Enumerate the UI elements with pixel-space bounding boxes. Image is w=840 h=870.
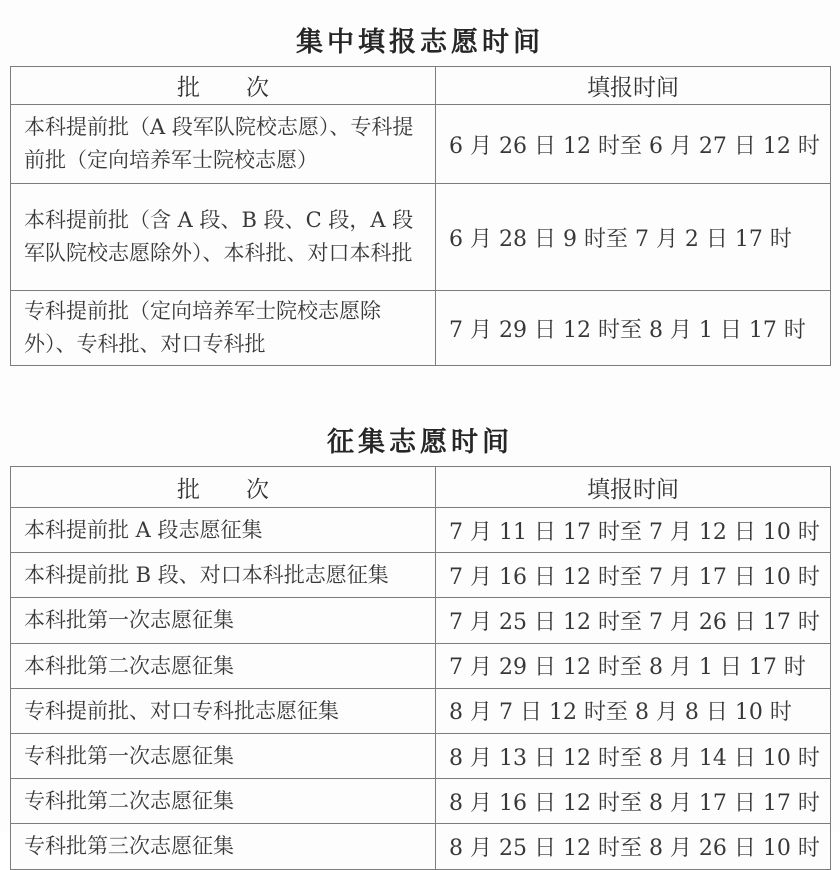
table-row <box>11 688 831 733</box>
supplementary-filing-table <box>10 466 831 870</box>
batch-cell: 专科提前批（定向培养军士院校志愿除外）、专科批、对口专科批 <box>11 291 436 366</box>
time-cell: 7 月 29 日 12 时至 8 月 1 日 17 时 <box>436 643 831 688</box>
time-cell: 8 月 7 日 12 时至 8 月 8 日 10 时 <box>436 688 831 733</box>
batch-cell: 本科批第二次志愿征集 <box>11 643 436 688</box>
batch-cell: 本科提前批 A 段志愿征集 <box>11 508 436 553</box>
time-cell: 8 月 16 日 12 时至 8 月 17 日 17 时 <box>436 779 831 824</box>
batch-cell: 专科提前批、对口专科批志愿征集 <box>11 688 436 733</box>
time-cell: 7 月 16 日 12 时至 7 月 17 日 10 时 <box>436 553 831 598</box>
batch-cell: 本科提前批（含 A 段、B 段、C 段，A 段军队院校志愿除外）、本科批、对口本科批 <box>11 184 436 291</box>
time-cell: 7 月 11 日 17 时至 7 月 12 日 10 时 <box>436 508 831 553</box>
batch-cell: 专科批第二次志愿征集 <box>11 779 436 824</box>
batch-cell: 本科提前批 B 段、对口本科批志愿征集 <box>11 553 436 598</box>
time-column-header: 填报时间 <box>436 467 831 508</box>
table-row <box>11 508 831 553</box>
batch-column-header: 批 次 <box>11 467 436 508</box>
batch-cell: 专科批第三次志愿征集 <box>11 824 436 869</box>
time-cell: 6 月 26 日 12 时至 6 月 27 日 12 时 <box>436 105 831 184</box>
table-row <box>11 598 831 643</box>
centralized-filing-title: 集中填报志愿时间 <box>296 27 544 58</box>
table-row <box>11 733 831 778</box>
table-row <box>11 824 831 869</box>
time-cell: 7 月 29 日 12 时至 8 月 1 日 17 时 <box>436 291 831 366</box>
time-cell: 6 月 28 日 9 时至 7 月 2 日 17 时 <box>436 184 831 291</box>
table-row <box>11 184 831 291</box>
table-row <box>11 553 831 598</box>
batch-cell: 专科批第一次志愿征集 <box>11 733 436 778</box>
time-cell: 8 月 13 日 12 时至 8 月 14 日 10 时 <box>436 733 831 778</box>
time-column-header: 填报时间 <box>436 67 831 105</box>
time-cell: 8 月 25 日 12 时至 8 月 26 日 10 时 <box>436 824 831 869</box>
time-cell: 7 月 25 日 12 时至 7 月 26 日 17 时 <box>436 598 831 643</box>
table-row <box>11 643 831 688</box>
batch-cell: 本科批第一次志愿征集 <box>11 598 436 643</box>
supplementary-filing-title: 征集志愿时间 <box>327 427 513 458</box>
table-header-row <box>11 467 831 508</box>
table-row <box>11 291 831 366</box>
table-header-row <box>11 67 831 105</box>
centralized-filing-table <box>10 66 831 366</box>
table-row <box>11 779 831 824</box>
batch-column-header: 批 次 <box>11 67 436 105</box>
table-row <box>11 105 831 184</box>
batch-cell: 本科提前批（A 段军队院校志愿）、专科提前批（定向培养军士院校志愿） <box>11 105 436 184</box>
